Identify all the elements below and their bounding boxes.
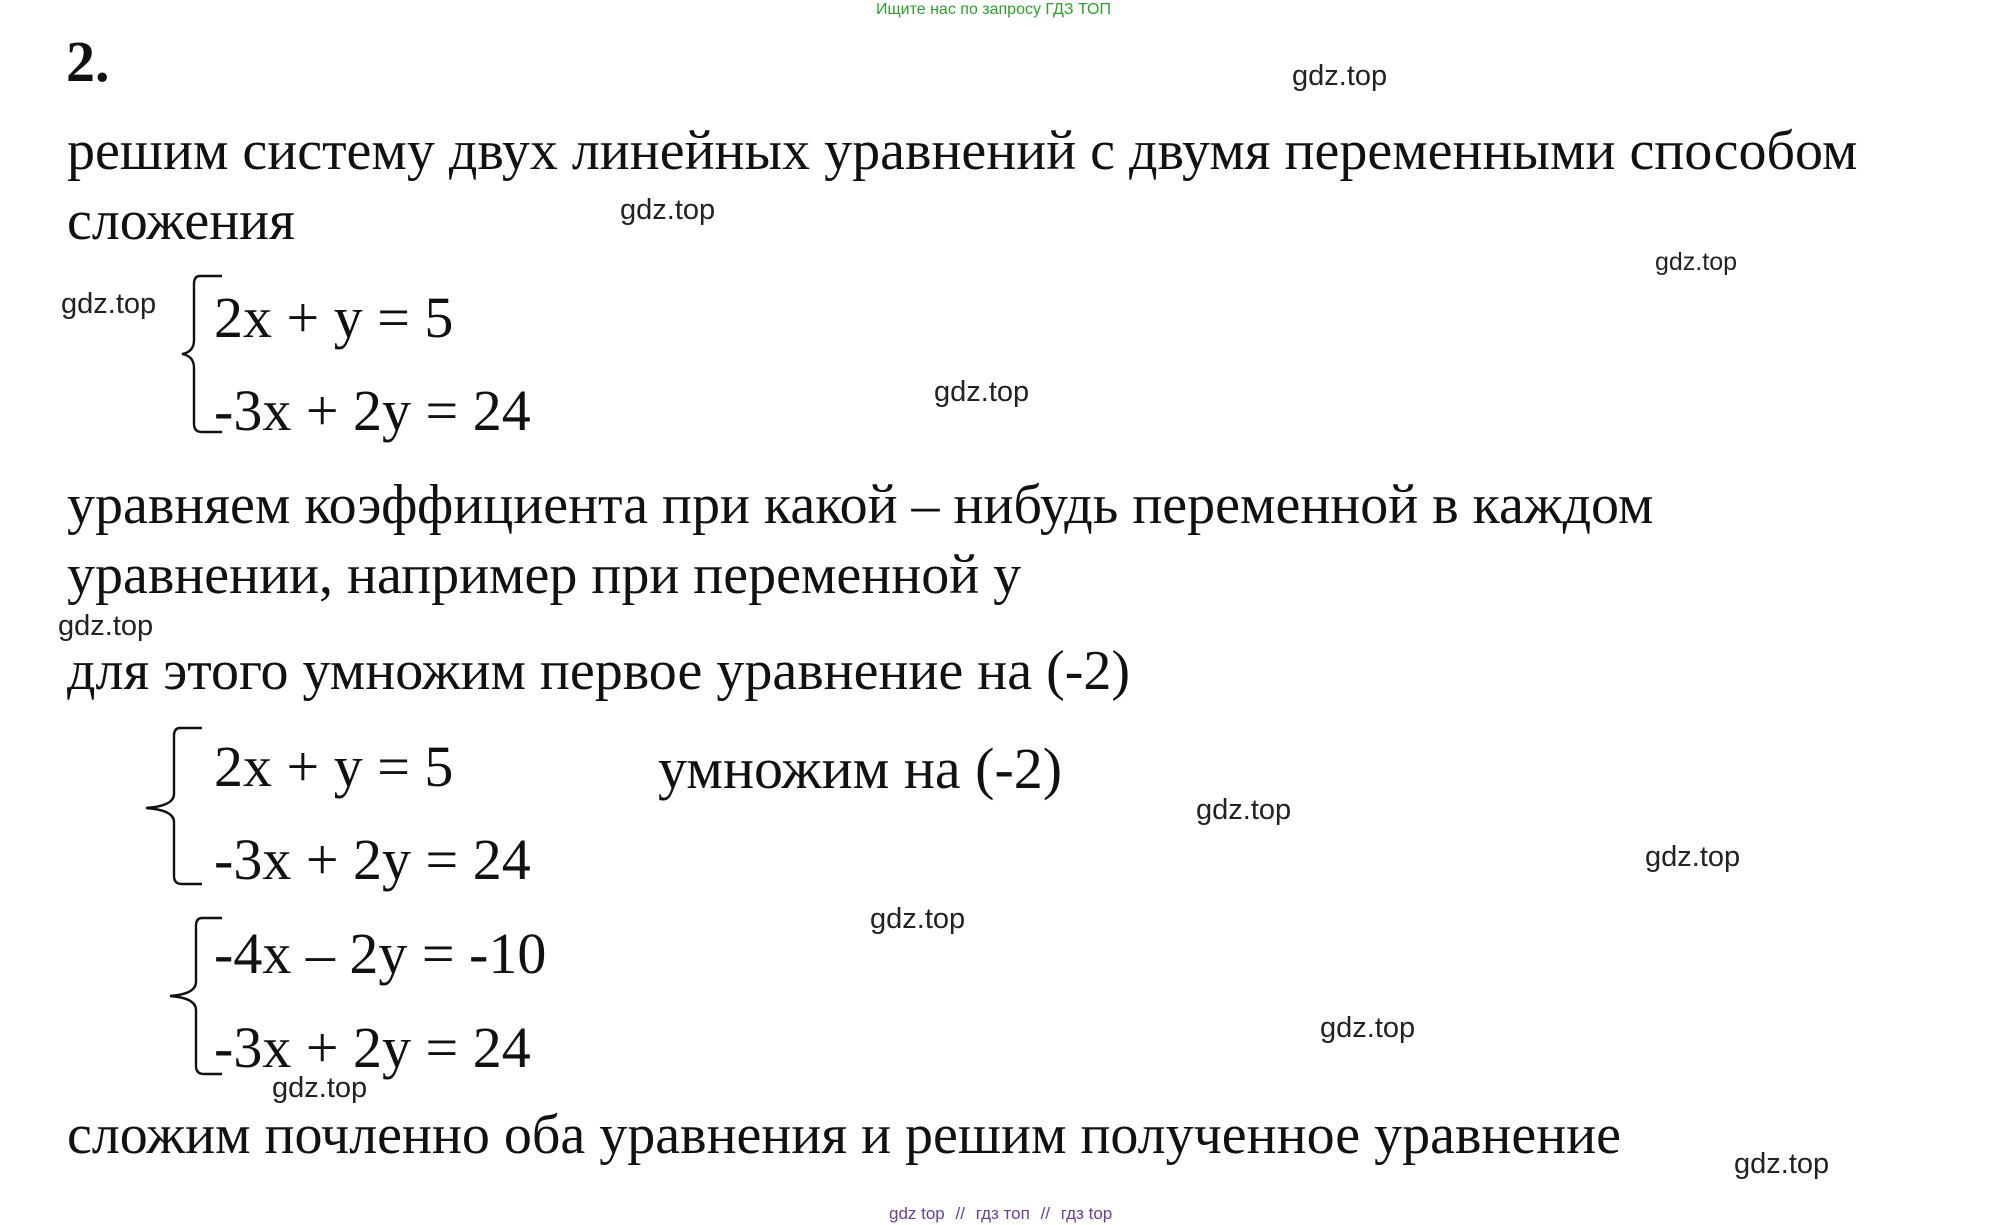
- watermark: gdz.top: [61, 288, 157, 320]
- watermark: gdz.top: [1320, 1012, 1416, 1044]
- multiply-text: для этого умножим первое уравнение на (-2): [67, 640, 1131, 702]
- watermark: gdz.top: [1645, 841, 1741, 873]
- system2-equation-2: -3x + 2y = 24: [214, 827, 531, 892]
- system1-equation-1: 2x + y = 5: [214, 285, 454, 350]
- watermark: gdz.top: [1655, 248, 1738, 276]
- watermark: gdz.top: [272, 1072, 368, 1104]
- system2-equation-1: 2x + y = 5: [214, 734, 454, 799]
- system1-equation-2: -3x + 2y = 24: [214, 378, 531, 443]
- footer-link-gdz-top-mixed[interactable]: гдз top: [1060, 1204, 1113, 1223]
- problem-number: 2.: [66, 29, 110, 94]
- footer-link-gdz-top[interactable]: gdz top: [889, 1204, 945, 1223]
- system3-equation-2: -3x + 2y = 24: [214, 1015, 531, 1080]
- system3-equation-1: -4x – 2y = -10: [214, 921, 547, 986]
- footer-separator: //: [1040, 1204, 1051, 1223]
- top-banner[interactable]: Ищите нас по запросу ГДЗ ТОП: [876, 1, 1111, 18]
- intro-text-line-2: сложения: [67, 190, 295, 252]
- intro-text-line-1: решим систему двух линейных уравнений с двумя переменными способом: [67, 120, 1858, 182]
- equalize-text-line-1: уравняем коэффициента при какой – нибудь переменной в каждом: [67, 474, 1654, 536]
- footer-link-gdz-top-cyr[interactable]: гдз топ: [975, 1204, 1030, 1223]
- watermark: gdz.top: [620, 194, 716, 226]
- watermark: gdz.top: [1292, 60, 1388, 92]
- add-text: сложим почленно оба уравнения и решим полученное уравнение: [67, 1104, 1622, 1166]
- watermark: gdz.top: [1734, 1148, 1830, 1180]
- watermark: gdz.top: [934, 376, 1030, 408]
- equalize-text-line-2: уравнении, например при переменной у: [67, 544, 1022, 606]
- system2-multiply-note: умножим на (-2): [658, 736, 1063, 801]
- watermark: gdz.top: [58, 610, 154, 642]
- watermark: gdz.top: [870, 903, 966, 935]
- bottom-banner: [889, 1204, 1112, 1224]
- footer-separator: //: [955, 1204, 965, 1223]
- watermark: gdz.top: [1196, 794, 1292, 826]
